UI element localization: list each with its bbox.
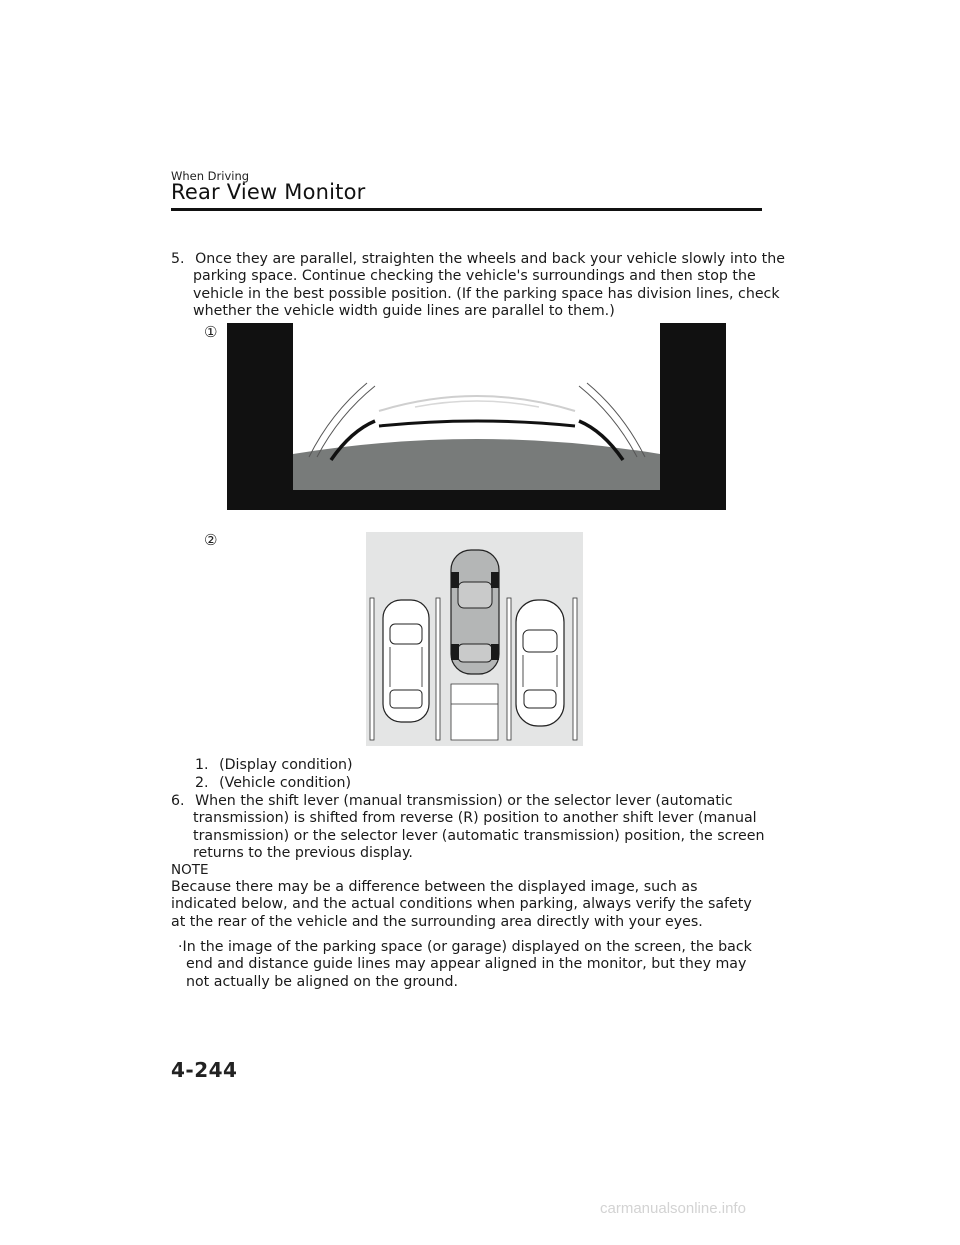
note-bullet <box>178 939 768 991</box>
step-5-number: 5. <box>171 251 185 267</box>
header-rule <box>171 208 762 211</box>
left-parked-car <box>383 600 429 722</box>
note-bullet-text: In the image of the parking space (or garage) displayed on the screen, the back end and distance guide lines may appear aligned in the monitor, but they may not actually be aligned on the ground. <box>182 939 752 990</box>
caption-2-text: (Vehicle condition) <box>219 775 351 791</box>
figure-marker-2: ② <box>204 531 218 549</box>
own-vehicle <box>451 550 499 674</box>
caption-2-number: 2. <box>195 775 209 791</box>
step-5 <box>171 251 785 321</box>
section-label: When Driving <box>171 169 250 183</box>
monitor-display-image <box>227 323 726 510</box>
watermark: carmanualsonline.info <box>600 1200 746 1217</box>
figure-marker-1: ① <box>204 323 218 341</box>
vehicle-condition-diagram <box>366 532 583 746</box>
right-parked-car <box>516 600 564 726</box>
bullet-dot-icon: · <box>178 939 183 955</box>
caption-1 <box>195 757 353 774</box>
step-6-number: 6. <box>171 793 185 809</box>
caption-1-text: (Display condition) <box>219 757 353 773</box>
page-title: Rear View Monitor <box>171 180 366 204</box>
step-5-text: Once they are parallel, straighten the wheels and back your vehicle slowly into the parking space. Continue checking the vehicle's surroundings and then stop the vehicle in the best possible position. (If the parking space has division lines, check whether the vehicle width guide lines are parallel to them.) <box>193 251 785 320</box>
step-6-text: When the shift lever (manual transmission) or the selector lever (automatic transmission) is shifted from reverse (R) position to another shift lever (manual transmission) or the selector lever (automatic transmission) position, the screen returns to the previous display. <box>193 793 765 862</box>
caption-2 <box>195 775 351 792</box>
caption-1-number: 1. <box>195 757 209 773</box>
step-6 <box>171 793 785 863</box>
note-text: Because there may be a difference between the displayed image, such as indicated below, and the actual conditions when parking, always verify the safety at the rear of the vehicle and the surrounding area directly with your eyes. <box>171 879 752 930</box>
note-label: NOTE <box>171 862 209 878</box>
page-number: 4-244 <box>171 1058 238 1082</box>
